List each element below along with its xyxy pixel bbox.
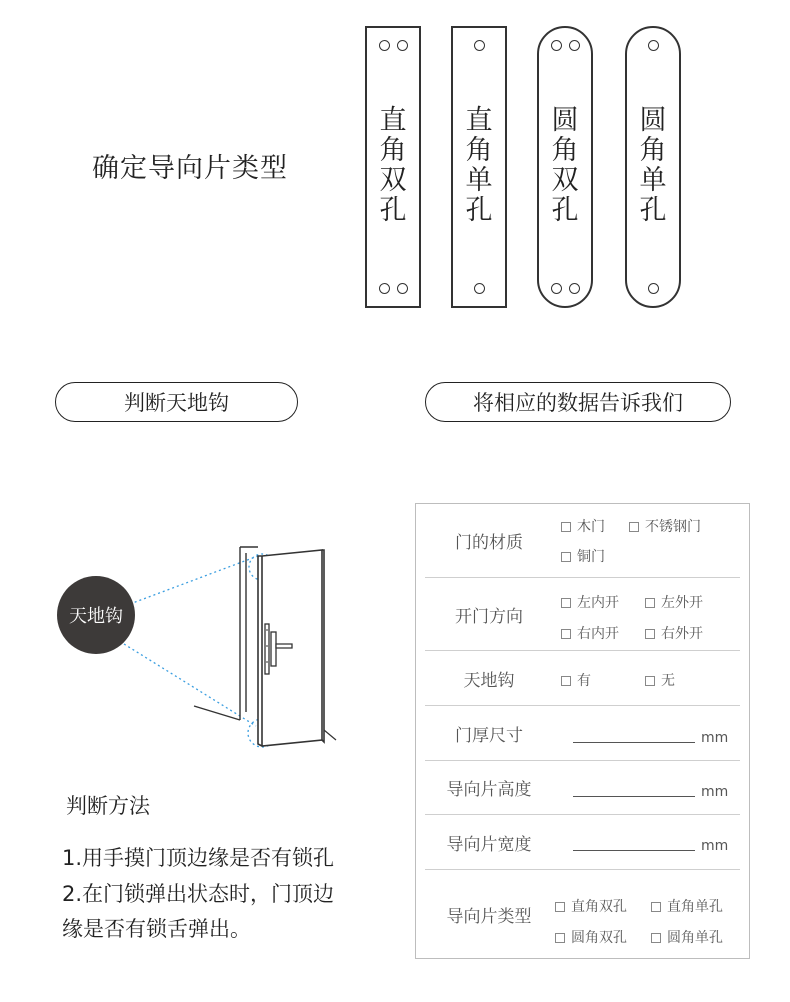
plate-height-label: 导向片高度 — [446, 780, 532, 800]
checkbox-icon — [561, 629, 571, 639]
plate-holes-bottom — [367, 283, 419, 294]
plate-round-double-hole — [537, 26, 593, 308]
plate-width-unit: mm — [701, 838, 729, 854]
method-title: 判断方法 — [66, 794, 150, 818]
plate-width-label: 导向片宽度 — [446, 834, 532, 855]
checkbox-icon — [561, 598, 571, 608]
option-hook-yes[interactable]: 有 — [561, 670, 591, 690]
plate-square-single-hole — [451, 26, 507, 308]
hole-icon — [379, 283, 390, 294]
checkbox-icon — [645, 629, 655, 639]
form-row-plate-width — [425, 815, 740, 870]
hole-icon — [474, 283, 485, 294]
method-step-2-line-1: 2.在门锁弹出状态时，门顶边 — [62, 882, 335, 906]
tell-us-data-pill: 将相应的数据告诉我们 — [425, 382, 731, 422]
hole-icon — [474, 40, 485, 51]
option-stainless-door[interactable]: 不锈钢门 — [629, 516, 701, 536]
option-right-outward[interactable]: 右外开 — [645, 623, 703, 643]
hole-icon — [648, 283, 659, 294]
option-left-outward[interactable]: 左外开 — [645, 592, 703, 612]
plate-label: 直 角 双 孔 — [379, 105, 407, 226]
material-label: 门的材质 — [455, 533, 523, 553]
checkbox-icon — [561, 522, 571, 532]
option-square-double[interactable]: 直角双孔 — [555, 896, 627, 916]
plate-holes-top — [627, 40, 679, 51]
direction-label: 开门方向 — [455, 606, 523, 627]
option-square-single[interactable]: 直角单孔 — [651, 896, 723, 916]
checkbox-icon — [561, 552, 571, 562]
method-step-2-line-2: 缘是否有锁舌弹出。 — [62, 917, 251, 941]
hole-icon — [379, 40, 390, 51]
hook-label: 天地钩 — [463, 670, 515, 691]
plate-height-input[interactable] — [573, 796, 695, 797]
option-hook-no[interactable]: 无 — [645, 670, 675, 690]
form-row-plate-height — [425, 761, 740, 815]
form-row-thickness — [425, 706, 740, 761]
door-frame — [194, 547, 258, 720]
hole-icon — [648, 40, 659, 51]
checkbox-icon — [629, 522, 639, 532]
form-row-material — [425, 504, 740, 578]
option-right-inward[interactable]: 右内开 — [561, 623, 619, 643]
floor-line — [324, 730, 336, 740]
checkbox-icon — [561, 676, 571, 686]
door-info-form — [415, 503, 750, 959]
plate-holes-top — [539, 40, 591, 51]
plate-label: 直 角 单 孔 — [465, 105, 493, 226]
plate-holes-top — [453, 40, 505, 51]
hole-icon — [397, 40, 408, 51]
thickness-input[interactable] — [573, 742, 695, 743]
option-round-single[interactable]: 圆角单孔 — [651, 927, 723, 947]
checkbox-icon — [555, 933, 565, 943]
checkbox-icon — [651, 933, 661, 943]
page-title: 确定导向片类型 — [92, 153, 288, 184]
plate-holes-bottom — [627, 283, 679, 294]
option-left-inward[interactable]: 左内开 — [561, 592, 619, 612]
plate-holes-top — [367, 40, 419, 51]
hole-icon — [569, 40, 580, 51]
door-illustration — [0, 520, 360, 760]
plate-height-unit: mm — [701, 784, 729, 800]
form-row-hook — [425, 651, 740, 706]
plate-width-input[interactable] — [573, 850, 695, 851]
hole-icon — [551, 40, 562, 51]
checkbox-icon — [645, 598, 655, 608]
form-row-plate-type — [425, 870, 740, 958]
hole-icon — [551, 283, 562, 294]
plate-label: 圆 角 双 孔 — [551, 105, 579, 226]
hole-icon — [397, 283, 408, 294]
connector-lines — [124, 554, 276, 747]
option-copper-door[interactable]: 铜门 — [561, 546, 605, 566]
checkbox-icon — [555, 902, 565, 912]
judge-hook-pill: 判断天地钩 — [55, 382, 298, 422]
option-wood-door[interactable]: 木门 — [561, 516, 605, 536]
plate-type-label: 导向片类型 — [446, 906, 532, 927]
plate-square-double-hole — [365, 26, 421, 308]
form-row-direction — [425, 578, 740, 651]
thickness-unit: mm — [701, 730, 729, 746]
sky-earth-hook-badge: 天地钩 — [57, 576, 135, 654]
checkbox-icon — [651, 902, 661, 912]
checkbox-icon — [645, 676, 655, 686]
plate-label: 圆 角 单 孔 — [639, 105, 667, 226]
plate-round-single-hole — [625, 26, 681, 308]
hole-icon — [569, 283, 580, 294]
option-round-double[interactable]: 圆角双孔 — [555, 927, 627, 947]
thickness-label: 门厚尺寸 — [455, 725, 523, 746]
plate-holes-bottom — [453, 283, 505, 294]
plate-holes-bottom — [539, 283, 591, 294]
method-step-1: 1.用手摸门顶边缘是否有锁孔 — [62, 846, 335, 870]
